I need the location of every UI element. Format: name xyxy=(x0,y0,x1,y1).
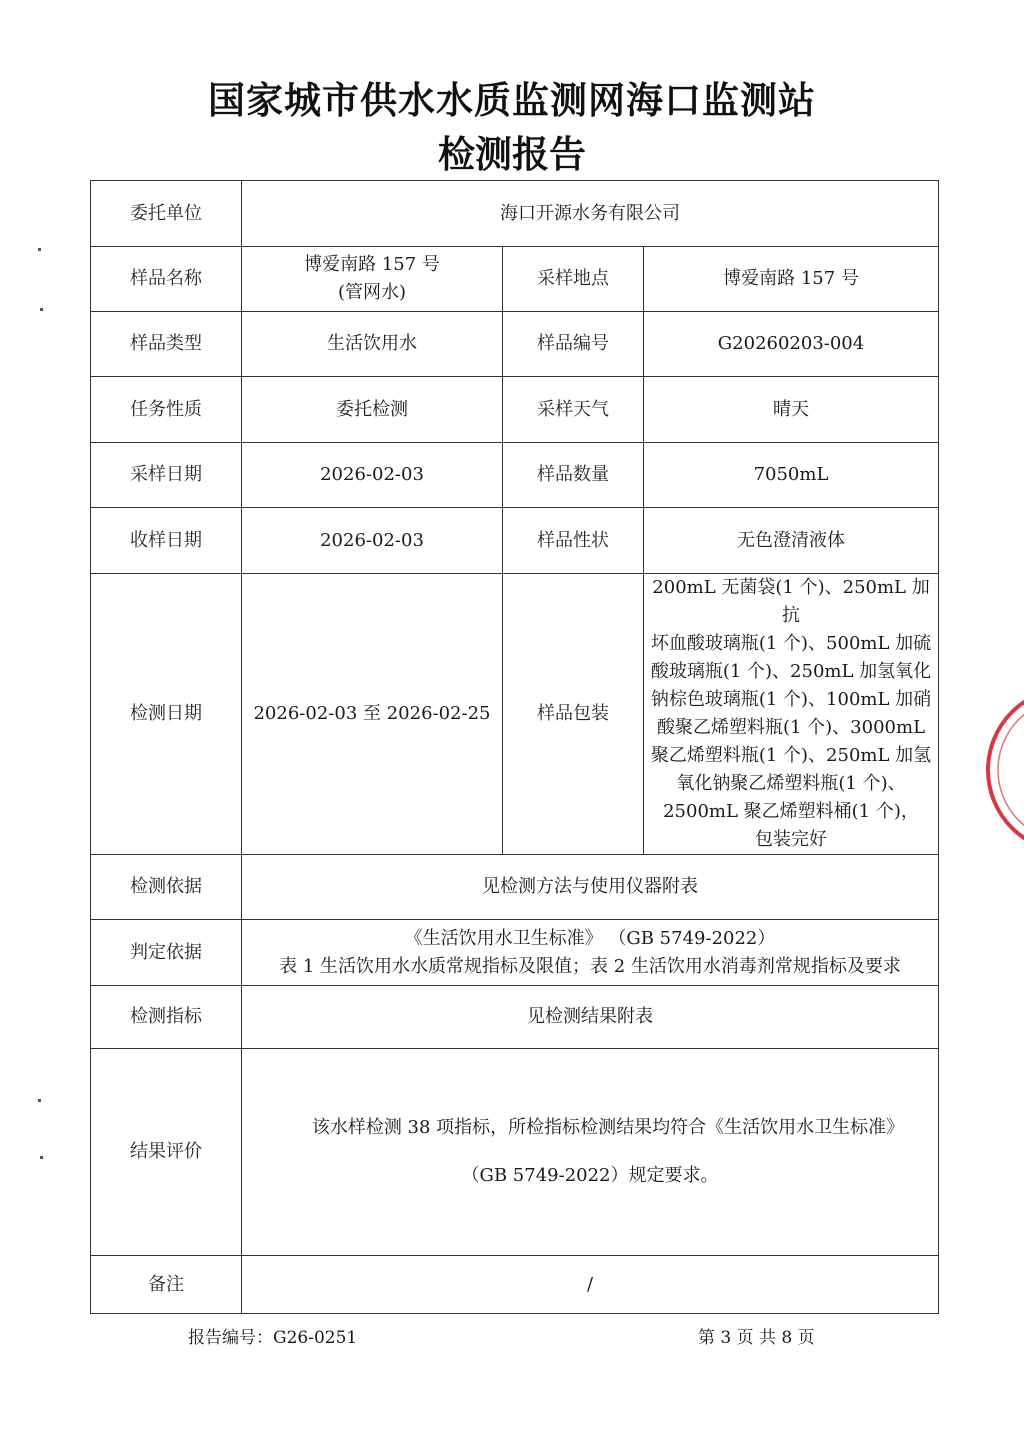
row-sample-type xyxy=(91,312,939,377)
judgment-basis-line1: 《生活饮用水卫生标准》 （GB 5749-2022） xyxy=(404,927,776,949)
sample-quantity-label: 样品数量 xyxy=(503,443,644,508)
conclusion-label: 结果评价 xyxy=(91,1049,242,1256)
test-items-label: 检测指标 xyxy=(91,986,242,1049)
test-date-value: 2026-02-03 至 2026-02-25 xyxy=(242,574,503,855)
conclusion-line2: （GB 5749-2022）规定要求。 xyxy=(461,1165,719,1186)
packaging-line: 酸玻璃瓶(1 个)、250mL 加氢氧化 xyxy=(650,661,932,682)
row-task-nature xyxy=(91,377,939,443)
row-judgment-basis xyxy=(91,920,939,986)
task-nature-value: 委托检测 xyxy=(242,377,503,443)
sampling-weather-value: 晴天 xyxy=(644,377,939,443)
row-test-basis xyxy=(91,855,939,920)
test-date-label: 检测日期 xyxy=(91,574,242,855)
scan-mark xyxy=(40,1156,43,1159)
test-basis-value: 见检测方法与使用仪器附表 xyxy=(242,855,939,920)
sample-appearance-value: 无色澄清液体 xyxy=(644,508,939,574)
scan-mark xyxy=(38,1099,41,1102)
row-sample-name xyxy=(91,247,939,312)
receipt-date-value: 2026-02-03 xyxy=(242,508,503,574)
sample-type-value: 生活饮用水 xyxy=(242,312,503,377)
sample-packaging-value xyxy=(644,574,939,855)
task-nature-label: 任务性质 xyxy=(91,377,242,443)
packaging-line: 2500mL 聚乙烯塑料桶(1 个)， xyxy=(663,801,919,822)
page-number: 第 3 页 共 8 页 xyxy=(698,1328,815,1348)
row-test-date xyxy=(91,574,939,855)
remarks-label: 备注 xyxy=(91,1256,242,1314)
sample-id-label: 样品编号 xyxy=(503,312,644,377)
row-remarks xyxy=(91,1256,939,1314)
test-items-value: 见检测结果附表 xyxy=(242,986,939,1049)
packaging-line: 酸聚乙烯塑料瓶(1 个)、3000mL xyxy=(656,717,926,738)
row-receipt-date xyxy=(91,508,939,574)
remarks-value: / xyxy=(242,1256,939,1314)
report-info-table xyxy=(90,180,939,1314)
sample-name-line1: 博爱南路 157 号 xyxy=(304,254,440,275)
sample-name-label: 样品名称 xyxy=(91,247,242,312)
packaging-line: 200mL 无菌袋(1 个)、250mL 加抗 xyxy=(652,577,930,626)
sampling-weather-label: 采样天气 xyxy=(503,377,644,443)
sample-type-label: 样品类型 xyxy=(91,312,242,377)
sampling-date-value: 2026-02-03 xyxy=(242,443,503,508)
sample-id-value: G20260203-004 xyxy=(644,312,939,377)
report-title-line1: 国家城市供水水质监测网海口监测站 xyxy=(208,79,816,122)
row-conclusion xyxy=(91,1049,939,1256)
seal-outer-ring xyxy=(988,688,1024,852)
sample-quantity-value: 7050mL xyxy=(644,443,939,508)
packaging-line: 氧化钠聚乙烯塑料瓶(1 个)、 xyxy=(676,773,906,794)
packaging-line: 钠棕色玻璃瓶(1 个)、100mL 加硝 xyxy=(650,689,932,710)
sampling-date-label: 采样日期 xyxy=(91,443,242,508)
client-label: 委托单位 xyxy=(91,181,242,247)
sample-name-value xyxy=(242,247,503,312)
conclusion-value xyxy=(242,1049,939,1256)
report-title-line2: 检测报告 xyxy=(438,133,586,176)
packaging-line: 聚乙烯塑料瓶(1 个)、250mL 加氢 xyxy=(650,745,932,766)
packaging-line: 包装完好 xyxy=(755,829,827,850)
seal-inner-ring xyxy=(998,698,1024,842)
scan-mark xyxy=(38,248,41,251)
sample-name-line2: (管网水) xyxy=(337,282,407,303)
sampling-location-value: 博爱南路 157 号 xyxy=(644,247,939,312)
report-number: 报告编号：G26-0251 xyxy=(188,1328,358,1348)
judgment-basis-label: 判定依据 xyxy=(91,920,242,986)
receipt-date-label: 收样日期 xyxy=(91,508,242,574)
row-test-items xyxy=(91,986,939,1049)
conclusion-line1: 该水样检测 38 项指标，所检指标检测结果均符合《生活饮用水卫生标准》 xyxy=(311,1117,905,1138)
sample-packaging-label: 样品包装 xyxy=(503,574,644,855)
packaging-line: 坏血酸玻璃瓶(1 个)、500mL 加硫 xyxy=(650,633,932,654)
client-value: 海口开源水务有限公司 xyxy=(242,181,939,247)
scan-mark xyxy=(40,308,43,311)
judgment-basis-value xyxy=(242,920,939,986)
test-basis-label: 检测依据 xyxy=(91,855,242,920)
sample-appearance-label: 样品性状 xyxy=(503,508,644,574)
partial-seal-stamp xyxy=(960,680,1024,860)
judgment-basis-line2: 表 1 生活饮用水水质常规指标及限值；表 2 生活饮用水消毒剂常规指标及要求 xyxy=(279,955,901,977)
row-sampling-date xyxy=(91,443,939,508)
row-client xyxy=(91,181,939,247)
sampling-location-label: 采样地点 xyxy=(503,247,644,312)
